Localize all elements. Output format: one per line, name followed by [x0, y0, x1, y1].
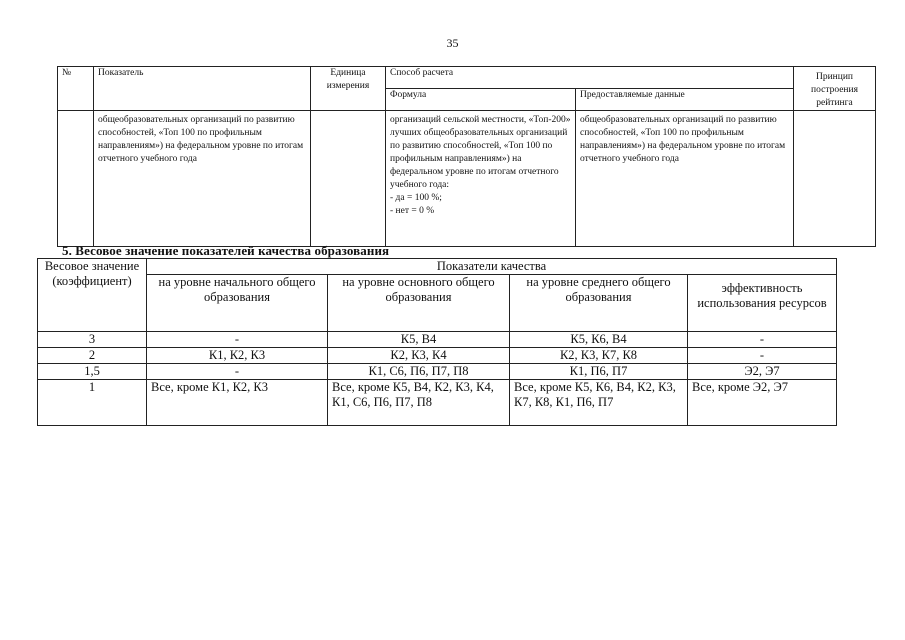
- header-method: Способ расчета: [386, 67, 794, 89]
- cell-secondary: К5, К6, В4: [510, 332, 688, 348]
- cell-secondary: Все, кроме К5, К6, В4, К2, К3, К7, К8, К1, П6, П7: [510, 380, 688, 426]
- formula-text: организаций сельской местности, «Топ-200» лучших общеобразовательных организаций по развитию способностей, «Топ 100 по профильным направлениям») на федеральном уровне по итогам отчетного учебного года:: [390, 115, 571, 190]
- formula-no: - нет = 0 %: [390, 206, 435, 216]
- cell-formula: [386, 111, 576, 247]
- header-data-provided: Предоставляемые данные: [576, 89, 794, 111]
- cell-resources: Все, кроме Э2, Э7: [688, 380, 837, 426]
- table-row: [38, 380, 837, 426]
- section-title: 5. Весовое значение показателей качества образования: [62, 243, 390, 258]
- page-number: 35: [446, 36, 459, 50]
- table-row: [38, 364, 837, 380]
- indicator-table: [57, 66, 876, 247]
- cell-data-provided: общеобразовательных организаций по развитию способностей, «Топ 100 по профильным направлениям») на федеральном уровне по итогам отчетного учебного года: [576, 111, 794, 247]
- cell-primary: -: [147, 332, 328, 348]
- cell-unit: [311, 111, 386, 247]
- cell-weight: 1,5: [38, 364, 147, 380]
- header-weight: Весовое значение (коэффициент): [38, 259, 147, 332]
- weights-table: [37, 258, 837, 426]
- cell-weight: 1: [38, 380, 147, 426]
- cell-basic: К5, В4: [328, 332, 510, 348]
- cell-basic: К2, К3, К4: [328, 348, 510, 364]
- subheader-primary: на уровне начального общего образования: [147, 275, 328, 332]
- weights-header-row: [38, 259, 837, 275]
- cell-primary: -: [147, 364, 328, 380]
- cell-resources: -: [688, 348, 837, 364]
- cell-secondary: К2, К3, К7, К8: [510, 348, 688, 364]
- header-num: №: [58, 67, 94, 111]
- indicator-table-header-row: [58, 67, 876, 89]
- cell-weight: 3: [38, 332, 147, 348]
- subheader-resources: эффективность использования ресурсов: [688, 275, 837, 332]
- cell-primary: Все, кроме К1, К2, К3: [147, 380, 328, 426]
- header-formula: Формула: [386, 89, 576, 111]
- cell-primary: К1, К2, К3: [147, 348, 328, 364]
- cell-basic: Все, кроме К5, В4, К2, К3, К4, К1, С6, П6, П7, П8: [328, 380, 510, 426]
- cell-resources: Э2, Э7: [688, 364, 837, 380]
- table-row: [38, 348, 837, 364]
- subheader-secondary: на уровне среднего общего образования: [510, 275, 688, 332]
- cell-principle: [794, 111, 876, 247]
- weights-subheader-row: [38, 275, 837, 332]
- cell-num: [58, 111, 94, 247]
- header-principle: Принцип построения рейтинга: [794, 67, 876, 111]
- cell-secondary: К1, П6, П7: [510, 364, 688, 380]
- header-quality: Показатели качества: [147, 259, 837, 275]
- cell-resources: -: [688, 332, 837, 348]
- cell-basic: К1, С6, П6, П7, П8: [328, 364, 510, 380]
- formula-yes: - да = 100 %;: [390, 193, 442, 203]
- cell-weight: 2: [38, 348, 147, 364]
- table-row: [58, 111, 876, 247]
- header-indicator: Показатель: [94, 67, 311, 111]
- cell-indicator: общеобразовательных организаций по развитию способностей, «Топ 100 по профильным направлениям») на федеральном уровне по итогам отчетного учебного года: [94, 111, 311, 247]
- table-row: [38, 332, 837, 348]
- subheader-basic: на уровне основного общего образования: [328, 275, 510, 332]
- header-unit: Единица измерения: [311, 67, 386, 111]
